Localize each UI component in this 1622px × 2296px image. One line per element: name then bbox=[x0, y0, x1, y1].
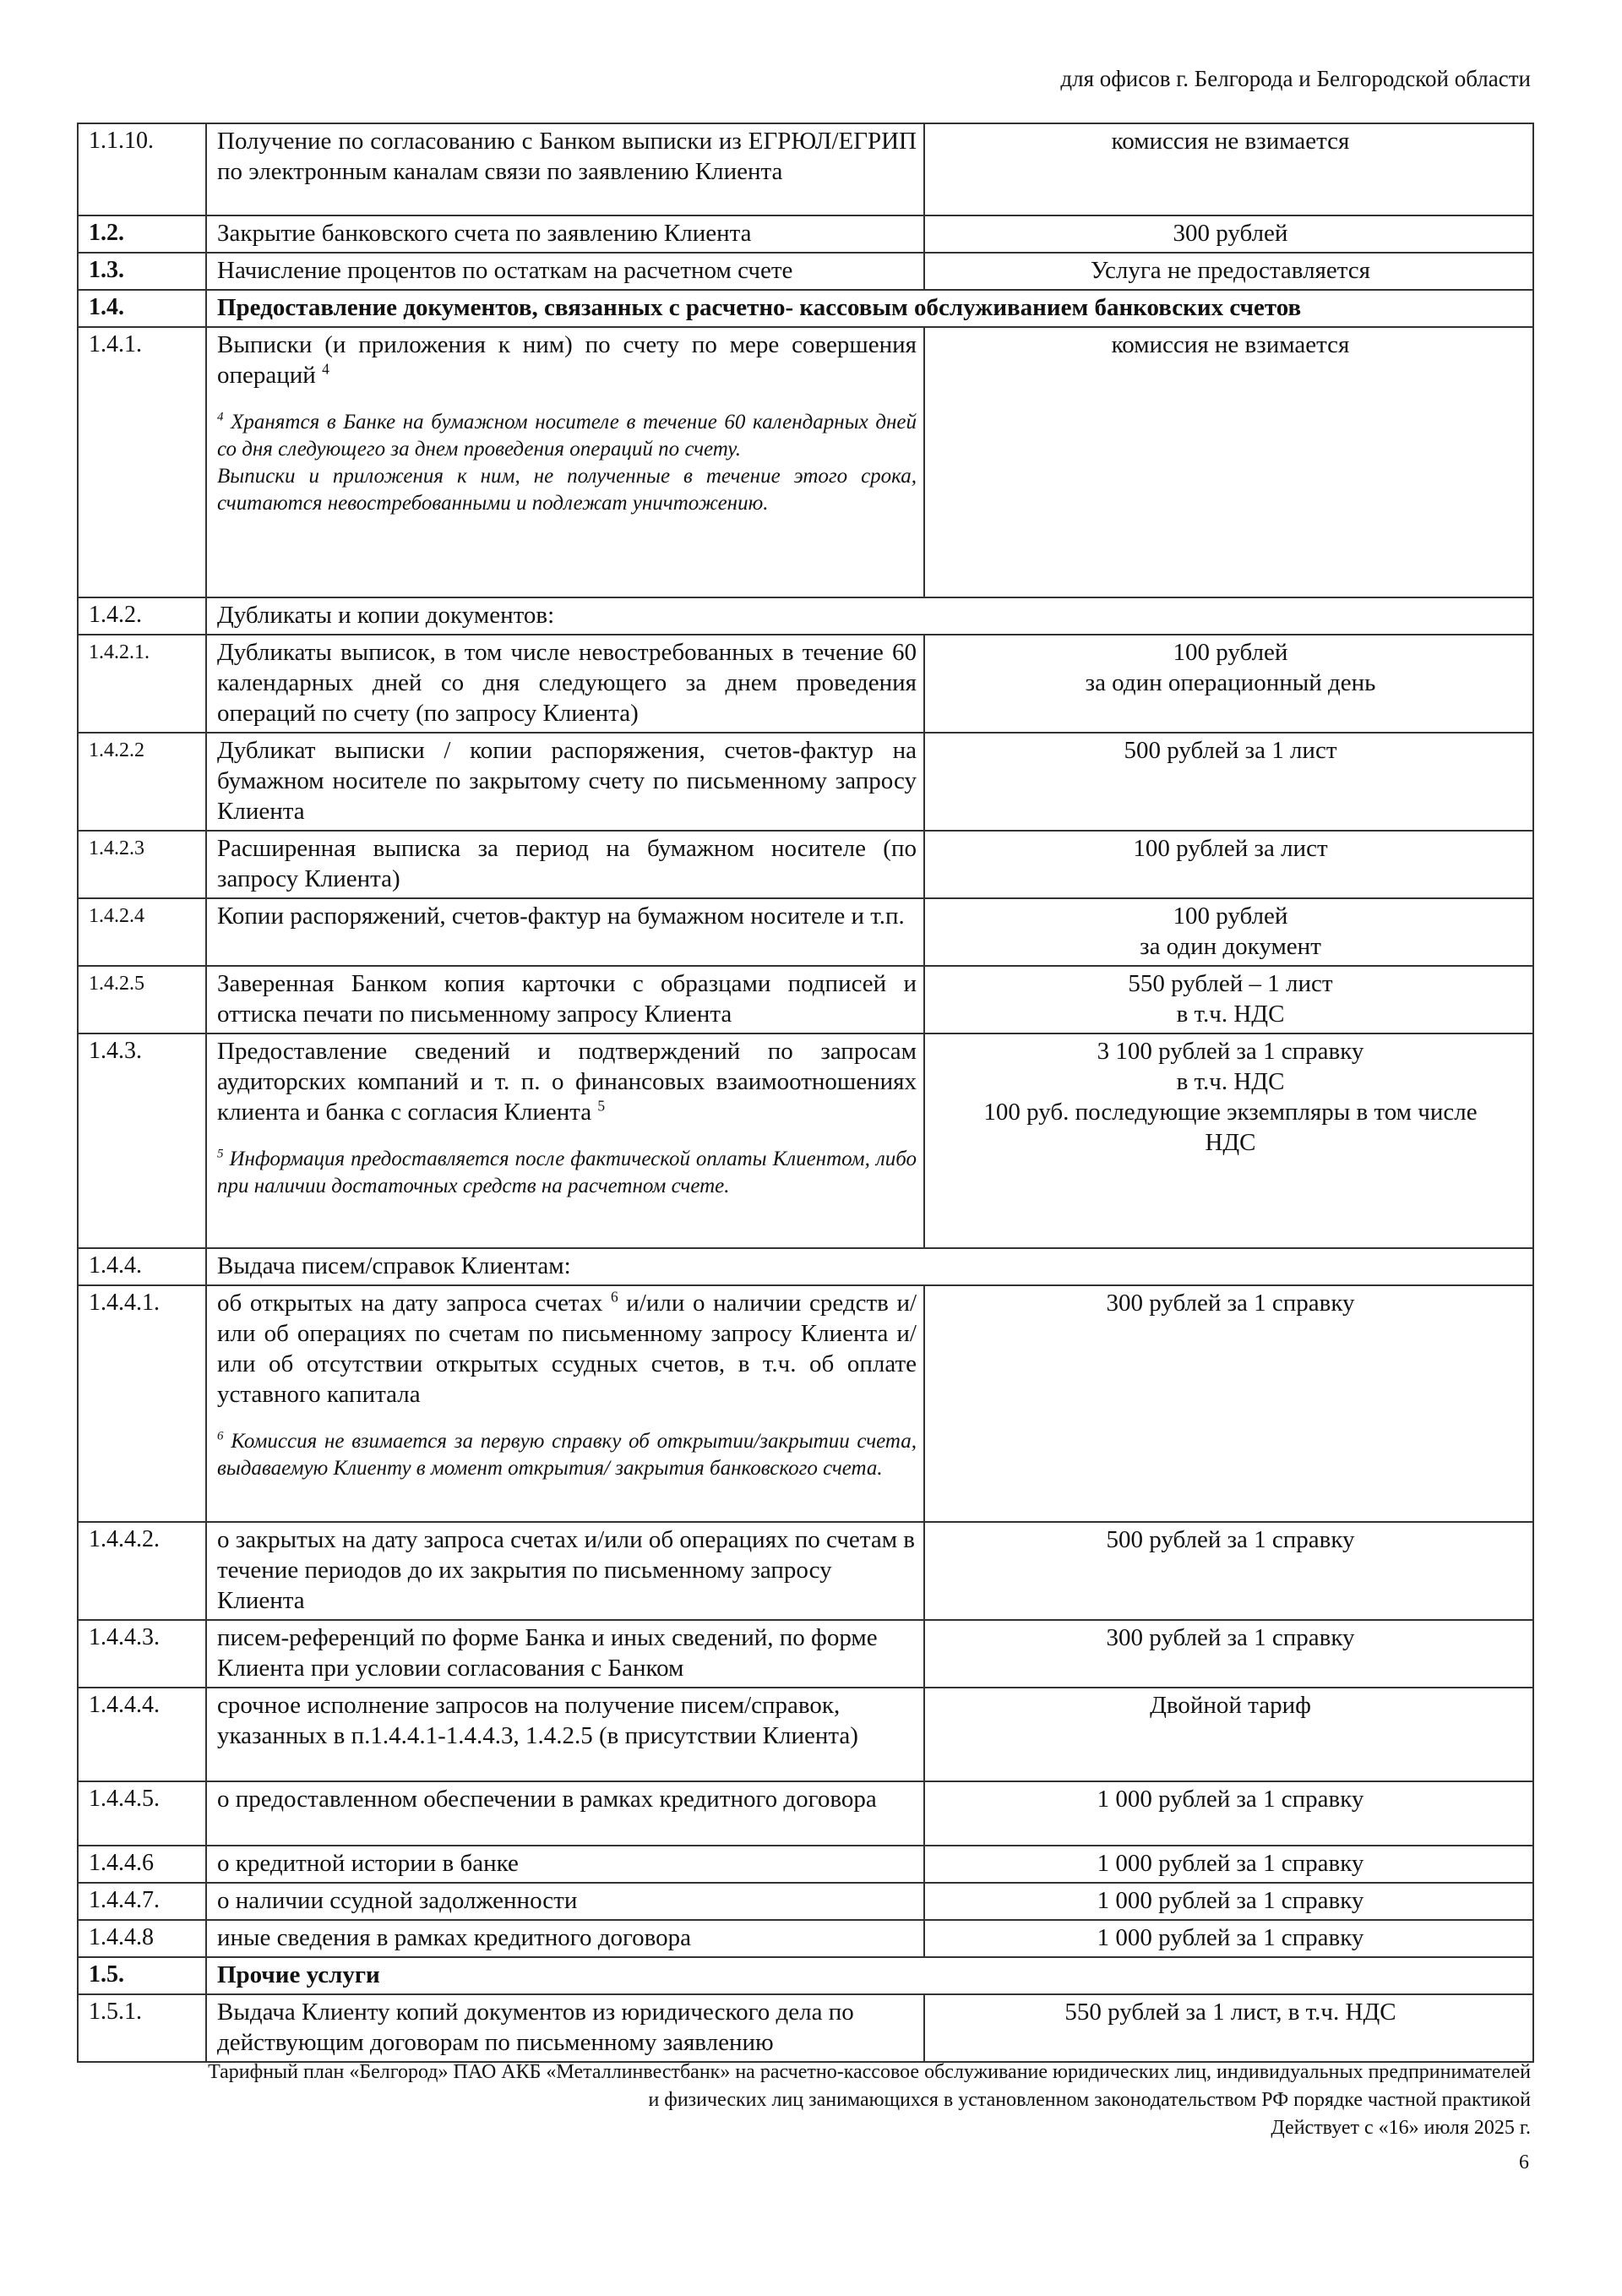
footnote-ref: 4 bbox=[322, 360, 329, 378]
footnote-text: Комиссия не взимается за первую справку об открытии/закрытии счета, выдаваемую Клиенту в момент открытия/ закрытия банковского счета. bbox=[217, 1430, 917, 1480]
table-row bbox=[78, 253, 1533, 290]
row-number: 1.4.4.3. bbox=[78, 1620, 206, 1688]
service-description: Дубликат выписки / копии распоряжения, счетов-фактур на бумажном носителе по закрытому счету по письменному запросу Клиента bbox=[206, 733, 924, 831]
table-row bbox=[78, 215, 1533, 253]
tariff-value-line: в т.ч. НДС bbox=[1176, 1001, 1285, 1028]
row-number: 1.4. bbox=[78, 290, 206, 327]
row-number: 1.5.1. bbox=[78, 1994, 206, 2062]
service-description: Дубликаты выписок, в том числе невостребованных в течение 60 календарных дней со дня следующего за днем проведения операций по счету (по запросу Клиента) bbox=[206, 635, 924, 733]
table-row bbox=[78, 733, 1533, 831]
row-number: 1.4.2. bbox=[78, 597, 206, 635]
service-description: Начисление процентов по остаткам на расчетном счете bbox=[206, 253, 924, 290]
service-description: Расширенная выписка за период на бумажном носителе (по запросу Клиента) bbox=[206, 831, 924, 898]
footnote-ref: 6 bbox=[610, 1288, 618, 1306]
footnote-continued: Выписки и приложения к ним, не полученные в течение этого срока, считаются невостребованными и подлежат уничтожению. bbox=[217, 465, 917, 515]
section-title: Прочие услуги bbox=[206, 1957, 1533, 1994]
row-number: 1.4.1. bbox=[78, 327, 206, 597]
table-row bbox=[78, 1994, 1533, 2062]
row-number: 1.4.4.5. bbox=[78, 1781, 206, 1846]
tariff-value: 100 рублей за лист bbox=[924, 831, 1533, 898]
footnote-mark: 6 bbox=[217, 1429, 224, 1443]
service-description-cell bbox=[206, 1033, 924, 1248]
service-description: Заверенная Банком копия карточки с образцами подписей и оттиска печати по письменному запросу Клиента bbox=[206, 966, 924, 1033]
service-description: Закрытие банковского счета по заявлению Клиента bbox=[206, 215, 924, 253]
service-description: о предоставленном обеспечении в рамках кредитного договора bbox=[206, 1781, 924, 1846]
footnote-mark: 5 bbox=[217, 1147, 224, 1161]
service-description-continued: и/или о наличии средств и/или об операциях по счетам по письменному запросу Клиента и/или об отсутствии открытых ссудных счетов, в т.ч. об оплате уставного капитала bbox=[217, 1290, 917, 1408]
row-number: 1.4.2.4 bbox=[78, 898, 206, 966]
tariff-value: 1 000 рублей за 1 справку bbox=[924, 1920, 1533, 1957]
tariff-value: комиссия не взимается bbox=[924, 327, 1533, 597]
row-number: 1.1.10. bbox=[78, 123, 206, 215]
tariff-value: 300 рублей за 1 справку bbox=[924, 1285, 1533, 1522]
row-number: 1.3. bbox=[78, 253, 206, 290]
footnote bbox=[217, 409, 917, 463]
table-row bbox=[78, 831, 1533, 898]
row-number: 1.4.4.2. bbox=[78, 1522, 206, 1620]
footnote-text: Информация предоставляется после фактической оплаты Клиентом, либо при наличии достаточных средств на расчетном счете. bbox=[217, 1148, 917, 1197]
service-description: срочное исполнение запросов на получение писем/справок, указанных в п.1.4.4.1-1.4.4.3, 1.4.2.5 (в присутствии Клиента) bbox=[206, 1688, 924, 1781]
tariff-value-line: 3 100 рублей за 1 справку bbox=[1097, 1038, 1364, 1065]
table-row bbox=[78, 1883, 1533, 1920]
tariff-value bbox=[924, 966, 1533, 1033]
tariff-value-line: 100 руб. последующие экземпляры в том числе bbox=[983, 1099, 1478, 1126]
row-number: 1.4.3. bbox=[78, 1033, 206, 1248]
service-description: о наличии ссудной задолженности bbox=[206, 1883, 924, 1920]
section-row bbox=[78, 1957, 1533, 1994]
tariff-value: комиссия не взимается bbox=[924, 123, 1533, 215]
table-row bbox=[78, 327, 1533, 597]
section-row bbox=[78, 290, 1533, 327]
table-row bbox=[78, 1920, 1533, 1957]
table-row bbox=[78, 1522, 1533, 1620]
tariff-value: 1 000 рублей за 1 справку bbox=[924, 1883, 1533, 1920]
subsection-row bbox=[78, 597, 1533, 635]
service-description: об открытых на дату запроса счетах bbox=[217, 1290, 603, 1317]
tariff-value-line: 100 рублей bbox=[1173, 903, 1288, 930]
service-description: Получение по согласованию с Банком выписки из ЕГРЮЛ/ЕГРИП по электронным каналам связи по заявлению Клиента bbox=[206, 123, 924, 215]
table-row bbox=[78, 1620, 1533, 1688]
row-number: 1.4.2.2 bbox=[78, 733, 206, 831]
row-number: 1.5. bbox=[78, 1957, 206, 1994]
tariff-value-line: 550 рублей – 1 лист bbox=[1128, 970, 1333, 997]
footnote bbox=[217, 1146, 917, 1200]
service-description: Выдача Клиенту копий документов из юридического дела по действующим договорам по письменному заявлению bbox=[206, 1994, 924, 2062]
service-description: Копии распоряжений, счетов-фактур на бумажном носителе и т.п. bbox=[206, 898, 924, 966]
row-number: 1.4.4.6 bbox=[78, 1846, 206, 1883]
section-title: Предоставление документов, связанных с расчетно- кассовым обслуживанием банковских счетов bbox=[206, 290, 1533, 327]
footnote-mark: 4 bbox=[217, 410, 224, 424]
row-number: 1.4.2.1. bbox=[78, 635, 206, 733]
service-description: Предоставление сведений и подтверждений по запросам аудиторских компаний и т. п. о финансовых взаимоотношениях клиента и банка с согласия Клиента bbox=[217, 1038, 917, 1126]
service-description-cell bbox=[206, 327, 924, 597]
tariff-value-line: за один документ bbox=[1140, 933, 1321, 960]
table-row bbox=[78, 1033, 1533, 1248]
footer-line: и физических лиц занимающихся в установленном законодательством РФ порядке частной практикой bbox=[648, 2089, 1531, 2111]
row-number: 1.4.4. bbox=[78, 1248, 206, 1285]
tariff-value: 300 рублей bbox=[924, 215, 1533, 253]
tariff-value: 1 000 рублей за 1 справку bbox=[924, 1781, 1533, 1846]
tariff-value: 300 рублей за 1 справку bbox=[924, 1620, 1533, 1688]
table-row bbox=[78, 123, 1533, 215]
tariff-value: 550 рублей за 1 лист, в т.ч. НДС bbox=[924, 1994, 1533, 2062]
row-number: 1.4.4.8 bbox=[78, 1920, 206, 1957]
table-row bbox=[78, 966, 1533, 1033]
table-row bbox=[78, 1688, 1533, 1781]
tariff-value-line: в т.ч. НДС bbox=[1176, 1068, 1285, 1095]
page-header: для офисов г. Белгорода и Белгородской области bbox=[1060, 66, 1531, 91]
footer-line: Тарифный план «Белгород» ПАО АКБ «Металлинвестбанк» на расчетно-кассовое обслуживание юридических лиц, индивидуальных предпринимателей bbox=[208, 2061, 1531, 2083]
subsection-title: Дубликаты и копии документов: bbox=[206, 597, 1533, 635]
service-description: Выписки (и приложения к ним) по счету по мере совершения операций bbox=[217, 331, 917, 389]
tariff-value: 500 рублей за 1 справку bbox=[924, 1522, 1533, 1620]
table-row bbox=[78, 1781, 1533, 1846]
tariff-value-line: НДС bbox=[1205, 1129, 1256, 1156]
footer-date: Действует с «16» июля 2025 г. bbox=[1271, 2117, 1531, 2139]
service-description: о закрытых на дату запроса счетах и/или об операциях по счетам в течение периодов до их закрытия по письменному запросу Клиента bbox=[206, 1522, 924, 1620]
tariff-value: Двойной тариф bbox=[924, 1688, 1533, 1781]
row-number: 1.2. bbox=[78, 215, 206, 253]
tariff-value: 500 рублей за 1 лист bbox=[924, 733, 1533, 831]
tariff-value bbox=[924, 1033, 1533, 1248]
footnote-ref: 5 bbox=[597, 1097, 606, 1115]
table-row bbox=[78, 898, 1533, 966]
service-description: иные сведения в рамках кредитного договора bbox=[206, 1920, 924, 1957]
tariff-value-line: за один операционный день bbox=[1085, 669, 1376, 696]
tariff-value: Услуга не предоставляется bbox=[924, 253, 1533, 290]
tariff-value bbox=[924, 635, 1533, 733]
footnote bbox=[217, 1428, 917, 1482]
page-number: 6 bbox=[1519, 2151, 1529, 2173]
service-description: писем-референций по форме Банка и иных сведений, по форме Клиента при условии согласования с Банком bbox=[206, 1620, 924, 1688]
subsection-title: Выдача писем/справок Клиентам: bbox=[206, 1248, 1533, 1285]
tariff-value bbox=[924, 898, 1533, 966]
footnote-text: Хранятся в Банке на бумажном носителе в течение 60 календарных дней со дня следующего за днем проведения операций по счету. bbox=[217, 411, 917, 461]
row-number: 1.4.4.1. bbox=[78, 1285, 206, 1522]
service-description: о кредитной истории в банке bbox=[206, 1846, 924, 1883]
row-number: 1.4.4.4. bbox=[78, 1688, 206, 1781]
table-row bbox=[78, 1285, 1533, 1522]
table-row bbox=[78, 635, 1533, 733]
tariff-table bbox=[77, 123, 1534, 2063]
tariff-value-line: 100 рублей bbox=[1173, 639, 1288, 666]
service-description-cell bbox=[206, 1285, 924, 1522]
row-number: 1.4.4.7. bbox=[78, 1883, 206, 1920]
tariff-value: 1 000 рублей за 1 справку bbox=[924, 1846, 1533, 1883]
table-row bbox=[78, 1846, 1533, 1883]
row-number: 1.4.2.3 bbox=[78, 831, 206, 898]
row-number: 1.4.2.5 bbox=[78, 966, 206, 1033]
subsection-row bbox=[78, 1248, 1533, 1285]
